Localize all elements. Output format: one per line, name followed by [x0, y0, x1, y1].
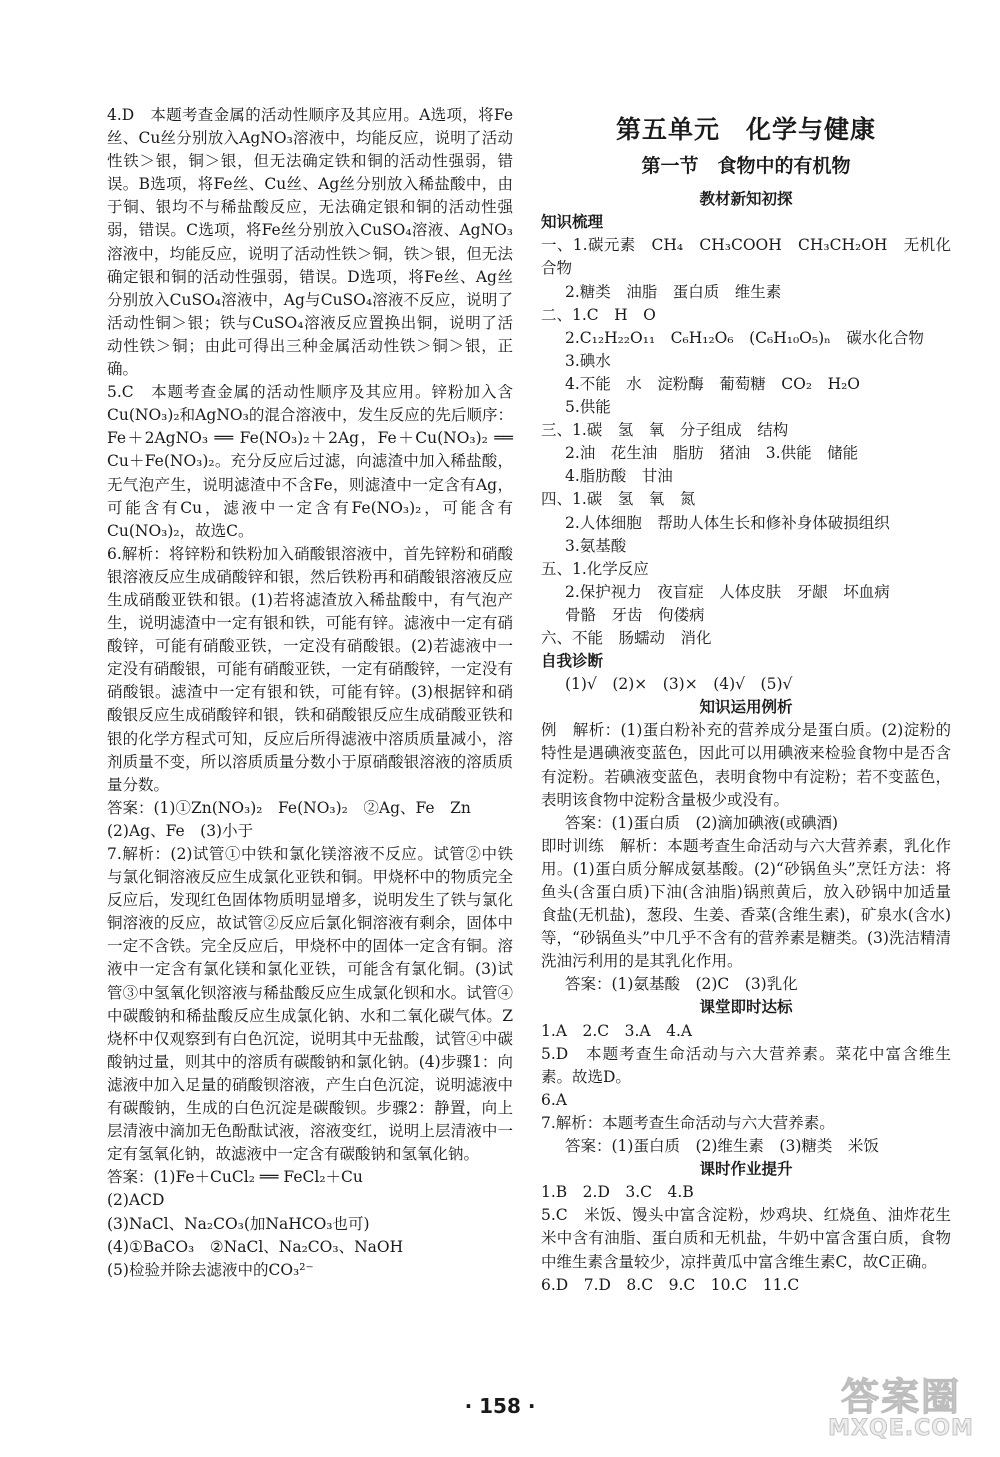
answer-4: 4.D 本题考查金属的活动性顺序及其应用。A选项，将Fe丝、Cu丝分别放入AgNO₃溶液中，均能反应，说明了活动性铁＞银，铜＞银，但无法确定铁和铜的活动性强弱，错误。B选项，将Fe丝、Cu丝、Ag丝分别放入稀盐酸中，由于铜、银均不与稀盐酸反应，无法确定银和铜的活动性强弱，错误。C选项，将Fe丝分别放入CuSO₄溶液、AgNO₃溶液中，均能反应，说明了活动性铁＞铜，铁＞银，但无法确定银和铜的活动性强弱，错误。D选项，将Fe丝、Ag丝分别放入CuSO₄溶液中，Ag与CuSO₄溶液不反应，说明了活动性铜＞银；铁与CuSO₄溶液反应置换出铜，说明了活动性铁＞铜；由此可得出三种金属活动性铁＞铜＞银，正确。: [107, 106, 513, 379]
knowledge-line: 五、1.化学反应: [541, 559, 649, 578]
knowledge-line: 4.脂肪酸 甘油: [565, 467, 673, 486]
class-line: 1.A 2.C 3.A 4.A: [541, 1021, 693, 1040]
watermark-logo: [812, 1366, 990, 1450]
section-title: 第一节 食物中的有机物: [641, 155, 851, 178]
class-line: 5.D 本题考查生命活动与六大营养素。菜花中富含维生素。故选D。: [541, 1044, 951, 1086]
answer-7-key-2: (2)ACD: [107, 1191, 165, 1210]
knowledge-line: 3.氨基酸: [565, 536, 627, 555]
knowledge-line: 2.C₁₂H₂₂O₁₁ C₆H₁₂O₆ (C₆H₁₀O₅)ₙ 碳水化合物: [565, 328, 924, 347]
knowledge-line: 2.人体细胞 帮助人体生长和修补身体破损组织: [565, 513, 890, 532]
left-column: [107, 104, 513, 1282]
answer-5: 5.C 本题考查金属的活动性顺序及其应用。锌粉加入含Cu(NO₃)₂和AgNO₃的混合溶液中，发生反应的先后顺序：Fe＋2AgNO₃ ══ Fe(NO₃)₂＋2Ag，Fe＋Cu(NO₃)₂ ══ Cu＋Fe(NO₃)₂。充分反应后过滤，向滤渣中加入稀盐酸，无气泡产生，说明滤渣中不含Fe，则滤渣中一定含有Ag，可能含有Cu，滤液中一定含有Fe(NO₃)₂，可能含有Cu(NO₃)₂，故选C。: [107, 383, 513, 540]
answer-7-key-1: 答案：(1)Fe＋CuCl₂ ══ FeCl₂＋Cu: [107, 1168, 363, 1187]
answer-7-key-4: (4)①BaCO₃ ②NaCl、Na₂CO₃、NaOH: [107, 1237, 404, 1256]
right-column: [541, 104, 951, 1297]
homework-line: 5.C 米饭、馒头中富含淀粉，炒鸡块、红烧鱼、油炸花生米中含有油脂、蛋白质和无机盐，牛奶中富含蛋白质，食物中维生素含量较少，凉拌黄瓜中富含维生素C，故C正确。: [541, 1206, 951, 1271]
class-line: 答案：(1)蛋白质 (2)维生素 (3)糖类 米饭: [565, 1137, 879, 1156]
unit-title: 第五单元 化学与健康: [615, 115, 876, 144]
training-analysis: 即时训练 解析：本题考查生命活动与六大营养素，乳化作用。(1)蛋白质分解成氨基酸。(2)“砂锅鱼头”烹饪方法：将鱼头(含蛋白质)下油(含油脂)锅煎黄后，放入砂锅中加适量食盐(无机盐)，葱段、生姜、香菜(含维生素)，矿泉水(含水)等，“砂锅鱼头”中几乎不含有的营养素是糖类。(3)洗洁精清洗油污利用的是其乳化作用。: [541, 836, 951, 971]
knowledge-line: 2.保护视力 夜盲症 人体皮肤 牙龈 坏血病: [565, 582, 890, 601]
class-line: 6.A: [541, 1090, 567, 1109]
knowledge-line: 三、1.碳 氢 氧 分子组成 结构: [541, 421, 789, 440]
subheading-class: 课堂即时达标: [699, 998, 793, 1017]
diagnosis-line: (1)√ (2)× (3)× (4)√ (5)√: [565, 675, 793, 694]
homework-line: 6.D 7.D 8.C 9.C 10.C 11.C: [541, 1275, 800, 1294]
example-analysis: 例 解析：(1)蛋白粉补充的营养成分是蛋白质。(2)淀粉的特性是遇碘液变蓝色，因此可以用碘液来检验食物中是否含有淀粉。若碘液变蓝色，表明食物中有淀粉；若不变蓝色，表明该食物中淀粉含量极少或没有。: [541, 721, 951, 809]
answer-7-key-3: (3)NaCl、Na₂CO₃(加NaHCO₃也可): [107, 1214, 370, 1233]
knowledge-line: 2.油 花生油 脂肪 猪油 3.供能 储能: [565, 444, 859, 463]
answer-7-analysis: 7.解析：(2)试管①中铁和氯化镁溶液不反应。试管②中铁与氯化铜溶液反应生成氯化亚铁和铜。甲烧杯中的物质完全反应后，发现红色固体物质明显增多，说明发生了铁与氯化铜溶液的反应，故试管②反应后氯化铜溶液有剩余，固体中一定不含铁。完全反应后，甲烧杯中的固体一定含有铜。溶液中一定含有氯化镁和氯化亚铁，可能含有氯化铜。(3)试管③中氢氧化钡溶液与稀盐酸反应生成氯化钡和水。试管④中碳酸钠和稀盐酸反应生成氯化钠、水和二氧化碳气体。Z烧杯中仅观察到有白色沉淀，说明其中无盐酸，试管④中碳酸钠过量，则其中的溶质有碳酸钠和氯化钠。(4)步骤1：向滤液中加入足量的硝酸钡溶液，产生白色沉淀，说明滤液中有碳酸钠，生成的白色沉淀是碳酸钡。步骤2：静置，向上层清液中滴加无色酚酞试液，溶液变红，说明上层清液中一定有氢氧化钠，故滤液中一定含有碳酸钠和氢氧化钠。: [107, 845, 513, 1164]
side-heading-diagnosis: 自我诊断: [541, 652, 604, 671]
knowledge-line: 二、1.C H O: [541, 305, 656, 324]
example-answer: 答案：(1)蛋白质 (2)滴加碘液(或碘酒): [565, 813, 839, 832]
answer-6-key-2: (2)Ag、Fe (3)小于: [107, 821, 254, 840]
page-number: · 158 ·: [464, 1394, 536, 1418]
knowledge-line: 骨骼 牙齿 佝偻病: [565, 605, 705, 624]
knowledge-line: 六、不能 肠蠕动 消化: [541, 628, 712, 647]
knowledge-line: 5.供能: [565, 398, 611, 417]
knowledge-line: 2.糖类 油脂 蛋白质 维生素: [565, 282, 782, 301]
subheading-new-knowledge: 教材新知初探: [699, 190, 793, 209]
answer-6-key-1: 答案：(1)①Zn(NO₃)₂ Fe(NO₃)₂ ②Ag、Fe Zn: [107, 798, 471, 817]
knowledge-line: 4.不能 水 淀粉酶 葡萄糖 CO₂ H₂O: [565, 374, 861, 393]
homework-line: 1.B 2.D 3.C 4.B: [541, 1183, 694, 1202]
subheading-homework: 课时作业提升: [699, 1160, 793, 1179]
subheading-application: 知识运用例析: [699, 698, 793, 717]
knowledge-line: 四、1.碳 氢 氧 氮: [541, 490, 696, 509]
class-line: 7.解析：本题考查生命活动与六大营养素。: [541, 1113, 835, 1132]
watermark-text: 答案圈: [840, 1375, 961, 1419]
answer-7-key-5: (5)检验并除去滤液中的CO₃²⁻: [107, 1260, 314, 1279]
knowledge-line: 一、1.碳元素 CH₄ CH₃COOH CH₃CH₂OH 无机化合物: [541, 236, 951, 278]
training-answer: 答案：(1)氨基酸 (2)C (3)乳化: [565, 975, 798, 994]
answer-6-analysis: 6.解析：将锌粉和铁粉加入硝酸银溶液中，首先锌粉和硝酸银溶液反应生成硝酸锌和银，然后铁粉再和硝酸银溶液反应生成硝酸亚铁和银。(1)若将滤渣放入稀盐酸中，有气泡产生，说明滤渣中一定有银和铁，可能有锌。滤液中一定有硝酸锌，可能有硝酸亚铁，一定没有硝酸银。(2)若滤液中一定没有硝酸银，可能有硝酸亚铁，一定有硝酸锌，一定没有硝酸银。滤渣中一定有银和铁，可能有锌。(3)根据锌和硝酸银反应生成硝酸锌和银，铁和硝酸银反应生成硝酸亚铁和银的化学方程式可知，反应后所得滤液中溶质质量减小，溶剂质量不变，所以溶质质量分数小于原硝酸银溶液的溶质质量分数。: [107, 544, 513, 794]
watermark-domain: MXQE.COM: [828, 1416, 974, 1441]
knowledge-line: 3.碘水: [565, 351, 611, 370]
side-heading-knowledge: 知识梳理: [541, 213, 604, 232]
